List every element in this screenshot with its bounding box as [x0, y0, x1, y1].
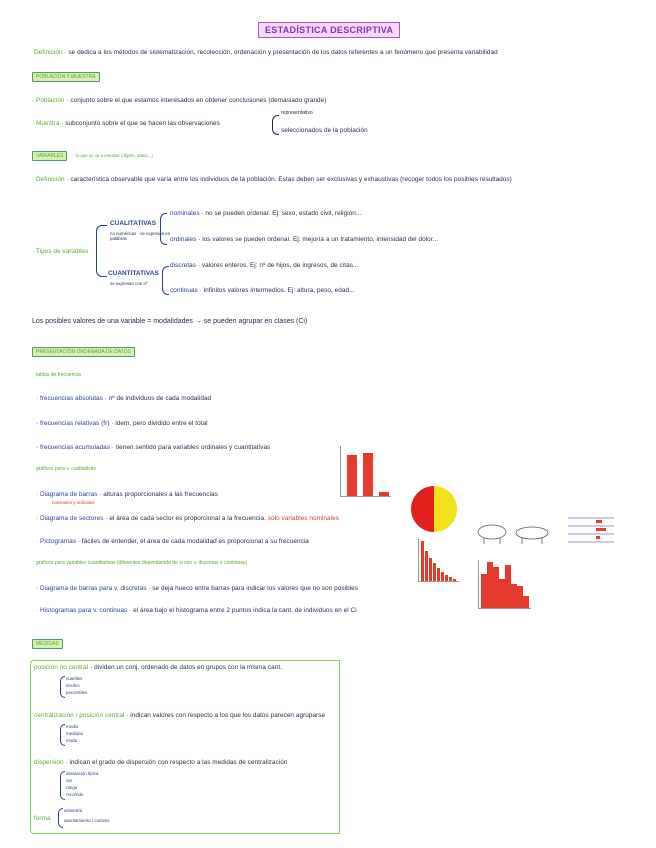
sectores-line — [36, 515, 339, 522]
picto-text: · fáciles de entender, el área de cada modalidad es proporcional a su frecuencia — [77, 538, 309, 545]
poblacion-text: · conjunto sobre el que estamos interesados en obtener conclusiones (demasiado grande) — [66, 97, 327, 104]
dispersion-item-2: rango — [66, 785, 78, 790]
histogram-chart — [478, 560, 531, 609]
cuantitativas-brace — [162, 266, 169, 295]
sectores-note: solo variables nominales — [267, 515, 339, 522]
dispersion-brace — [60, 771, 65, 800]
sectores-text: · el área de cada sector es proporcional a la frecuencia. — [105, 515, 266, 522]
definicion-line — [34, 49, 498, 56]
dispersion-text: · indican el grado de dispersión con respecto a las medidas de centralización — [65, 759, 288, 766]
medidas-right-bracket — [336, 660, 340, 834]
pie-slice-0 — [434, 486, 457, 532]
muestra-line — [32, 120, 220, 127]
frec-acum-label: · frecuencias acumuladas — [36, 444, 111, 451]
bar-chart-small-bar-1 — [363, 453, 373, 496]
frec-acum-text: · tienen sentido para variables ordinales y cuantitativas — [111, 444, 271, 451]
ordinales-line — [170, 236, 438, 243]
muestra-opt1: representativo — [281, 110, 313, 116]
histo-line — [36, 607, 357, 614]
variables-note: · lo que se va a estudiar (objeto, datos...) — [73, 153, 153, 158]
forma-label: forma — [34, 815, 51, 822]
posicion-brace — [60, 676, 65, 698]
barras-line — [36, 491, 218, 498]
frec-acum-line — [36, 444, 270, 451]
decreasing-bar-chart-bar-0 — [421, 541, 424, 581]
centralizacion-line — [34, 712, 325, 719]
centralizacion-label: centralización / posición central — [34, 712, 125, 719]
cualitativas-brace — [160, 213, 167, 245]
centralizacion-brace — [60, 724, 65, 746]
barras-disc-text: · se deja hueco entre barras para indicar los valores que no son posibles — [148, 585, 358, 592]
posicion-label: posición no central — [34, 664, 89, 671]
picto-label: · Pictogramas — [36, 538, 77, 545]
cualitativas-note: no numéricas · se expresan en palabras — [110, 231, 171, 241]
discretas-label: discretas — [170, 262, 197, 269]
nominales-text: · no se pueden ordenar. Ej: sexo, estado civil, religión... — [201, 210, 362, 217]
muestra-text: · subconjunto sobre el que se hacen las observaciones — [61, 120, 220, 127]
modalidades-text: Los posibles valores de una variable = modalidades → se pueden agrupar en clases (Ci) — [32, 318, 308, 325]
decreasing-bar-chart-bar-5 — [441, 572, 444, 581]
dispersion-item-3: recorrido — [66, 792, 84, 797]
frequency-table-graphic — [566, 514, 616, 550]
muestra-opt2: seleccionados de la población — [281, 127, 368, 134]
decreasing-bar-chart-bar-8 — [453, 579, 456, 581]
frec-rel-text: · idem, pero dividido entre el total — [111, 420, 208, 427]
centralizacion-item-0: media — [66, 724, 78, 729]
dispersion-label: dispersión — [34, 759, 64, 766]
continuas-line — [170, 287, 355, 294]
barras-disc-line — [36, 585, 358, 592]
muestra-label: · Muestra — [32, 120, 60, 127]
histogram-chart-bar-7 — [523, 596, 529, 608]
decreasing-bar-chart-bar-2 — [429, 558, 432, 581]
discretas-line — [170, 262, 358, 269]
centralizacion-text: · indican valores con respecto a los que los datos parecen agruparse — [126, 712, 326, 719]
dispersion-item-0: desviación típica — [66, 771, 99, 776]
ordinales-text: · los valores se pueden ordenar. Ej: mejoría a un tratamiento, intensidad del dolor... — [198, 236, 439, 243]
tipos-brace — [96, 225, 107, 277]
decreasing-bar-chart — [418, 539, 459, 582]
bar-chart-small — [340, 446, 391, 497]
barras-text: · alturas proporcionales a las frecuencias — [99, 491, 218, 498]
decreasing-bar-chart-bar-7 — [449, 577, 452, 581]
decreasing-bar-chart-bar-4 — [437, 568, 440, 581]
frec-abs-line — [36, 395, 211, 402]
posicion-item-2: percentiles — [66, 690, 88, 695]
page-title: ESTADÍSTICA DESCRIPTIVA — [258, 22, 400, 38]
section-heading-variables: VARIABLES — [32, 151, 67, 161]
posicion-text: · dividen un conj. ordenado de datos en grupos con la misma cant. — [90, 664, 282, 671]
variables-definicion-text: · característica observable que varía entre los individuos de la población. Estas deben ser exclusivas y exhaustivas (recoger todos los posibles resultados) — [66, 176, 512, 183]
cuantitativas-label: CUANTITATIVAS — [108, 270, 159, 277]
centralizacion-item-2: moda — [66, 738, 77, 743]
continuas-text: · infinitos valores intermedios. Ej: altura, peso, edad... — [199, 287, 355, 294]
cualitativas-label: CUALITATIVAS — [110, 220, 157, 227]
tipos-variables-label: · Tipos de variables — [32, 248, 89, 255]
section-heading-medidas: MEDIDAS — [32, 639, 63, 649]
forma-item-1: apuntamiento / curtosis — [64, 818, 110, 823]
decreasing-bar-chart-bar-1 — [425, 551, 428, 581]
decreasing-bar-chart-bar-3 — [433, 563, 436, 581]
section-heading-poblacion: POBLACIÓN Y MUESTRA — [32, 72, 100, 82]
pie-chart — [404, 484, 464, 534]
picto-line — [36, 538, 309, 545]
muestra-brace — [272, 115, 279, 135]
cuantitativas-note: se expresan con nº — [110, 281, 148, 286]
definicion-label: Definición — [34, 49, 63, 56]
poblacion-line — [32, 97, 326, 104]
posicion-line — [34, 664, 282, 671]
frec-rel-line — [36, 420, 208, 427]
continuas-label: continuas — [170, 287, 198, 294]
frec-abs-text: · nº de individuos de cada modalidad — [104, 395, 212, 402]
definicion-text: · se dedica a los métodos de sistematización, recolección, ordenación y presentación de los datos referentes a un fenómeno que presenta variabilidad — [64, 49, 498, 56]
posicion-item-1: deciles — [66, 683, 80, 688]
histo-label: · Histogramas para v. continuas — [36, 607, 128, 614]
decreasing-bar-chart-bar-6 — [445, 575, 448, 581]
tablas-heading: tablas de frecuencia — [36, 372, 81, 378]
bar-chart-small-bar-2 — [379, 492, 389, 496]
barras-disc-label: · Diagrama de barras para v. discretas — [36, 585, 147, 592]
ordinales-label: ordinales — [170, 236, 197, 243]
forma-item-0: asimetría — [64, 808, 83, 813]
sectores-label: · Diagrama de sectores — [36, 515, 104, 522]
dispersion-item-1: var — [66, 778, 73, 783]
frec-abs-label: · frecuencias absolutas — [36, 395, 103, 402]
histo-text: · el área bajo el histograma entre 2 puntos indica la cant. de individuos en el Ci — [129, 607, 357, 614]
poblacion-label: · Población — [32, 97, 65, 104]
forma-brace — [58, 808, 63, 828]
variables-definicion-line — [32, 176, 512, 183]
nominales-label: nominales — [170, 210, 200, 217]
variables-definicion-label: · Definición — [32, 176, 65, 183]
graf-cuant-heading: gráficos para variables cuantitativas (diferentes dependiendo de si son v. discretas o continuas) — [36, 560, 248, 566]
centralizacion-item-1: mediana — [66, 731, 83, 736]
discretas-text: · valores enteros. Ej: nº de hijos, de ingresos, de citas... — [197, 262, 359, 269]
nominales-line — [170, 210, 361, 217]
section-heading-presentacion: PRESENTACIÓN ORDENADA DE DATOS — [32, 347, 135, 357]
bar-chart-small-bar-0 — [347, 455, 357, 496]
pie-slice-1 — [411, 486, 434, 532]
frec-rel-label: · frecuencias relativas (fr) — [36, 420, 110, 427]
posicion-item-0: cuartiles — [66, 676, 83, 681]
barras-note: nominales y ordinales — [52, 500, 95, 505]
barras-label: · Diagrama de barras — [36, 491, 98, 498]
pictogram-animals — [470, 518, 560, 548]
graf-cual-heading: gráficos para v. cualitativas — [36, 466, 96, 472]
dispersion-line — [34, 759, 287, 766]
